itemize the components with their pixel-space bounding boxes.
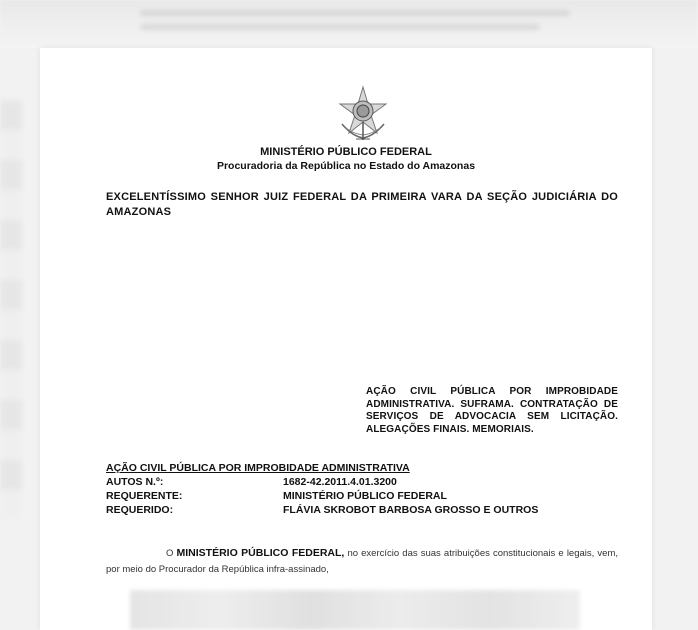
case-summary: AÇÃO CIVIL PÚBLICA POR IMPROBIDADE ADMINISTRATIVA. SUFRAMA. CONTRATAÇÃO DE SERVIÇOS DE ADVOCACIA SEM LICITAÇÃO. ALEGAÇÕES FINAIS. MEMORIAIS. (366, 386, 618, 435)
intro-article: O (166, 548, 174, 559)
document-page (40, 48, 652, 630)
case-value: MINISTÉRIO PÚBLICO FEDERAL (283, 490, 447, 502)
case-label: AUTOS N.º: (106, 476, 164, 488)
addressee: EXCELENTÍSSIMO SENHOR JUIZ FEDERAL DA PRIMEIRA VARA DA SEÇÃO JUDICIÁRIA DO AMAZONAS (106, 191, 618, 218)
blurred-side-margin (0, 100, 22, 520)
case-label: REQUERIDO: (106, 504, 174, 516)
organization-title: MINISTÉRIO PÚBLICO FEDERAL (260, 146, 432, 158)
case-row (106, 489, 538, 503)
blurred-next-content (130, 590, 580, 630)
paragraph-text: no exercício das suas atribuições constitucionais e legais, vem, por meio do Procurador da República infra-assinado, (106, 548, 618, 575)
office-subtitle: Procuradoria da República no Estado do Amazonas (216, 160, 476, 172)
blurred-previous-page (0, 0, 698, 48)
coat-of-arms-icon (334, 84, 392, 142)
case-label: REQUERENTE: (106, 490, 183, 502)
subject-entity: MINISTÉRIO PÚBLICO FEDERAL, (176, 547, 345, 559)
case-title: AÇÃO CIVIL PÚBLICA POR IMPROBIDADE ADMINISTRATIVA (106, 462, 410, 474)
case-row (106, 475, 538, 489)
case-info (106, 462, 538, 517)
case-value: 1682-42.2011.4.01.3200 (283, 476, 397, 488)
case-row (106, 503, 538, 517)
opening-paragraph (106, 545, 618, 578)
case-value: FLÁVIA SKROBOT BARBOSA GROSSO E OUTROS (283, 504, 539, 516)
